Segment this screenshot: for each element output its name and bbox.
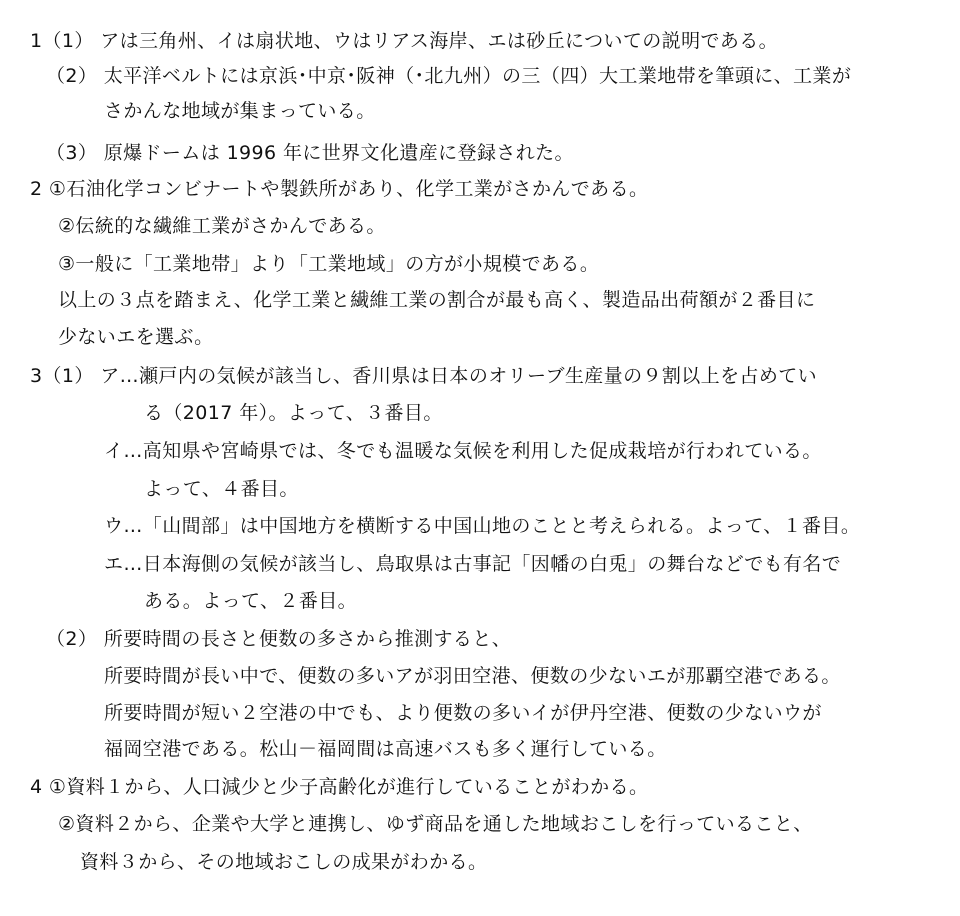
q4-point-2: ②資料２から、企業や大学と連携し、ゆず商品を通した地域おこしを行っていること、 [58,813,813,835]
q2-point-1: 2 ①石油化学コンビナートや製鉄所があり、化学工業がさかんである。 [30,178,649,200]
q2-point-3: ③一般に「工業地帯」より「工業地域」の方が小規模である。 [58,253,600,275]
q3-1-a: 3（1） ア…瀬戸内の気候が該当し、香川県は日本のオリーブ生産量の９割以上を占めてい [30,365,818,387]
q3-1-a-cont: る（2017 年）。よって、３番目。 [144,402,443,424]
q2-conclusion: 以上の３点を踏まえ、化学工業と繊維工業の割合が最も高く、製造品出荷額が２番目に [58,289,816,311]
q3-1-e-cont: ある。よって、２番目。 [144,590,358,612]
q2-point-2: ②伝統的な繊維工業がさかんである。 [58,215,386,237]
q1-2-text: （2） 太平洋ベルトには京浜･中京･阪神（･北九州）の三（四）大工業地帯を筆頭に、工業が [46,65,852,87]
q3-1-i: イ…高知県や宮崎県では、冬でも温暖な気候を利用した促成栽培が行われている。 [104,440,822,462]
q3-1-i-cont: よって、４番目。 [144,478,299,500]
q3-2-long-routes: 所要時間が長い中で、便数の多いアが羽田空港、便数の少ないエが那覇空港である。 [104,665,841,687]
q3-2-short-routes-cont: 福岡空港である。松山－福岡間は高速バスも多く運行している。 [104,738,667,760]
q1-3-text: （3） 原爆ドームは 1996 年に世界文化遺産に登録された。 [46,142,574,164]
q3-2-short-routes: 所要時間が短い２空港の中でも、より便数の多いイが伊丹空港、便数の少ないウが [104,702,822,724]
q3-2-text: （2） 所要時間の長さと便数の多さから推測すると、 [46,628,512,650]
q3-1-u: ウ…「山間部」は中国地方を横断する中国山地のことと考えられる。よって、１番目。 [104,515,861,537]
q4-point-1: 4 ①資料１から、人口減少と少子高齢化が進行していることがわかる。 [30,776,649,798]
q2-conclusion-cont: 少ないエを選ぶ。 [58,326,214,348]
q4-point-2-cont: 資料３から、その地域おこしの成果がわかる。 [80,851,488,873]
q1-2-text-cont: さかんな地域が集まっている。 [104,100,376,122]
q3-1-e: エ…日本海側の気候が該当し、鳥取県は古事記「因幡の白兎」の舞台などでも有名で [104,553,842,575]
q1-1-text: 1（1） アは三角州、イは扇状地、ウはリアス海岸、エは砂丘についての説明である。 [30,30,779,52]
